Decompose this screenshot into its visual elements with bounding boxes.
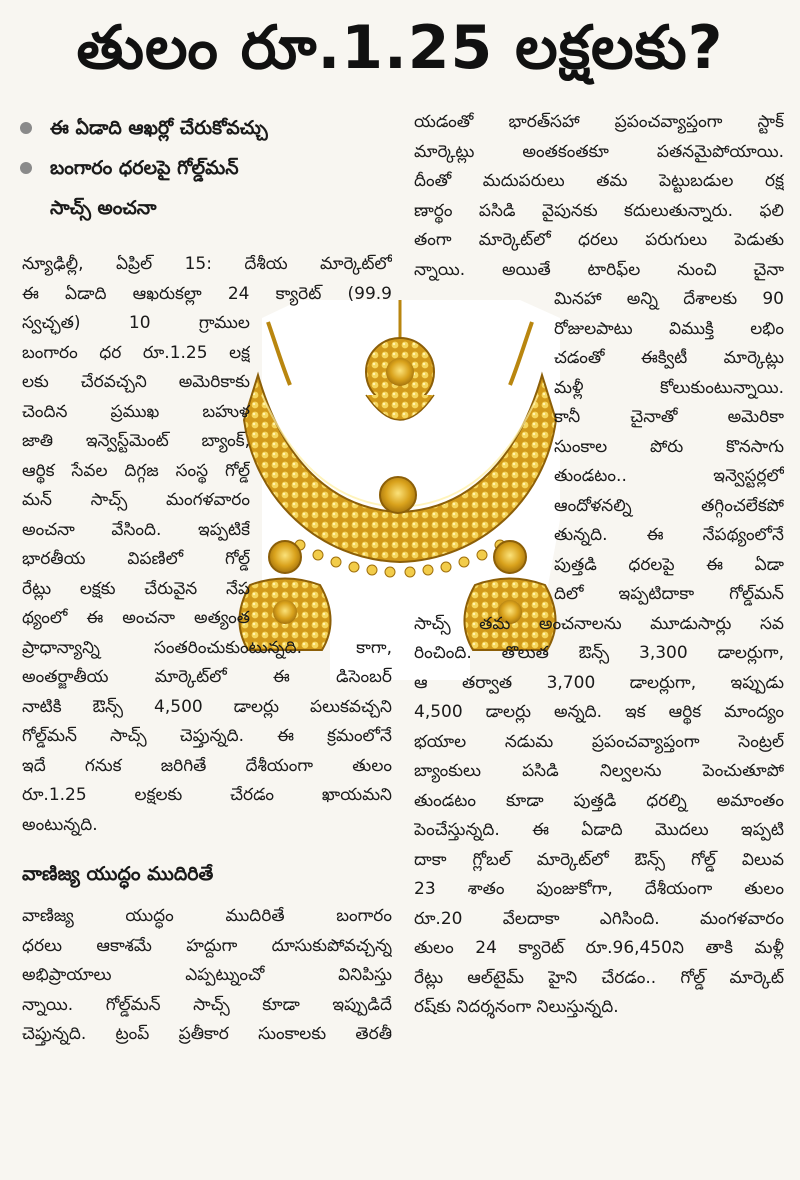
text-line: మన్ సాచ్స్ మంగళవారం: [22, 490, 250, 510]
text-line: న్యూఢిల్లీ, ఏప్రిల్ 15: దేశీయ మార్కెట్‌లో: [22, 254, 392, 274]
text-line: రించింది. తొలుత ఔన్స్ 3,300 డాలర్లుగా,: [414, 643, 784, 663]
text-line: న్నాయి. అయితే టారిఫ్‌ల నుంచి చైనా: [414, 259, 784, 280]
text-line: ణార్థం పసిడి వైపునకు కదులుతున్నారు. ఫలి: [414, 200, 784, 221]
text-line: ధరలు ఆకాశమే హద్దుగా దూసుకుపోవచ్చన్న: [22, 935, 392, 956]
text-line: థ్యంలో ఈ అంచనా అత్యంత: [22, 608, 250, 628]
text-line: రూ.1.25 లక్షలకు చేరడం ఖాయమని: [22, 785, 392, 805]
headline: తులం రూ.1.25 లక్షలకు?: [76, 13, 724, 83]
text-line: భయాల నడుమ ప్రపంచవ్యాప్తంగా సెంట్రల్: [414, 731, 784, 752]
text-line: అంచనా వేసింది. ఇప్పటికే: [22, 519, 250, 540]
text-line: తులం 24 క్యారెట్ రూ.96,450ని తాకి మళ్లీ: [414, 938, 784, 958]
text-line: అంతర్జాతీయ మార్కెట్‌లో ఈ డిసెంబర్: [22, 667, 392, 687]
bullet-text: ఈ ఏడాది ఆఖర్లో చేరుకోవచ్చు: [50, 117, 268, 139]
text-line: వాణిజ్య యుద్ధం ముదిరితే బంగారం: [22, 906, 392, 926]
text-line: గోల్డ్‌మన్ సాచ్స్ చెప్తున్నది. ఈ క్రమంలోనే: [22, 726, 392, 746]
text-line: తంగా మార్కెట్‌లో ధరలు పరుగులు పెడుతు: [414, 230, 784, 250]
text-line: తుండటం.. ఇన్వెస్టర్లలో: [554, 466, 784, 486]
bullet-text-continuation: సాచ్స్ అంచనా: [50, 197, 157, 219]
text-line: తుండటం కూడా పుత్తడి ధరల్ని అమాంతం: [414, 790, 784, 811]
text-line: 4,500 డాలర్లు అన్నది. ఇక ఆర్థిక మాంద్యం: [414, 702, 784, 722]
text-line: ఆ తర్వాత 3,700 డాలర్లుగా, ఇప్పుడు: [414, 672, 784, 693]
text-line: మార్కెట్లు అంతకంతకూ పతనమైపోయాయి.: [414, 141, 784, 162]
text-line: ప్రాధాన్యాన్ని సంతరించుకుంటున్నది. కాగా,: [22, 637, 392, 658]
subheading: వాణిజ్య యుద్ధం ముదిరితే: [22, 863, 214, 885]
text-line: ఆర్థిక సేవల దిగ్గజ సంస్థ గోల్డ్: [22, 460, 250, 481]
text-line: రేట్లు లక్షకు చేరువైన నేప: [22, 578, 250, 599]
text-line: నాటికి ఔన్స్ 4,500 డాలర్లు పలుకవచ్చని: [22, 696, 392, 717]
text-line: అభిప్రాయాలు ఎప్పట్నుంచో వినిపిస్తు: [22, 965, 392, 985]
text-line: లకు చేరవచ్చని అమెరికాకు: [22, 372, 250, 392]
text-line: చెందిన ప్రముఖ బహుళ: [22, 401, 250, 422]
text-line: చడంతో ఈక్విటీ మార్కెట్లు: [554, 348, 784, 368]
text-line: చెప్తున్నది. ట్రంప్ ప్రతీకార సుంకాలకు తెరతీ: [22, 1024, 392, 1044]
text-line: పెంచేస్తున్నది. ఈ ఏడాది మొదలు ఇప్పటి: [414, 820, 784, 840]
text-line: పుత్తడి ధరలపై ఈ ఏడా: [554, 554, 784, 575]
text-line: స్వచ్ఛత) 10 గ్రాముల: [22, 313, 250, 333]
bullet-text: బంగారం ధరలపై గోల్డ్‌మన్: [50, 157, 239, 179]
text-line: ఇదే గనుక జరిగితే దేశీయంగా తులం: [22, 755, 392, 776]
text-line: ఆందోళనల్ని తగ్గించలేకపో: [554, 495, 784, 516]
text-line: యడంతో భారత్‌సహా ప్రపంచవ్యాప్తంగా స్టాక్: [414, 112, 784, 132]
text-line: న్నాయి. గోల్డ్‌మన్ సాచ్స్ కూడా ఇప్పుడిదే: [22, 994, 392, 1015]
text-line: దీంతో మదుపరులు తమ పెట్టుబడుల రక్ష: [414, 171, 784, 191]
text-line: సుంకాల పోరు కొనసాగు: [554, 436, 784, 457]
text-line: దాకా గ్లోబల్ మార్కెట్‌లో ఔన్స్ గోల్డ్ విలువ: [414, 849, 784, 870]
article-right-column: [414, 108, 784, 1023]
text-line: ఈ ఏడాది ఆఖరుకల్లా 24 క్యారెట్ (99.9: [22, 283, 392, 304]
text-line: బ్యాంకులు పసిడి నిల్వలను పెంచుతూపో: [414, 761, 784, 781]
text-line: భారతీయ విపణిలో గోల్డ్: [22, 549, 250, 569]
text-line: అంటున్నది.: [22, 814, 98, 835]
text-line: మినహా అన్ని దేశాలకు 90: [554, 289, 784, 309]
text-line: కానీ చైనాతో అమెరికా: [554, 407, 784, 427]
text-line: దిలో ఇప్పటిదాకా గోల్డ్‌మన్: [554, 584, 784, 604]
text-line: జాతి ఇన్వెస్ట్‌మెంట్ బ్యాంక్,: [22, 431, 250, 451]
text-line: సాచ్స్ తమ అంచనాలను మూడుసార్లు సవ: [414, 613, 784, 634]
text-line: బంగారం ధర రూ.1.25 లక్ష: [22, 342, 250, 363]
article-left-column: [22, 250, 392, 1050]
text-line: మళ్లీ కోలుకుంటున్నాయి.: [554, 377, 784, 398]
text-line: రేట్లు ఆల్‌టైమ్ హైని చేరడం.. గోల్డ్ మార్కెట్: [414, 967, 784, 988]
text-line: రూ.20 వేలదాకా ఎగిసింది. మంగళవారం: [414, 908, 784, 929]
text-line: రోజులపాటు విముక్తి లభిం: [554, 318, 784, 339]
text-line: తున్నది. ఈ నేపథ్యంలోనే: [554, 525, 784, 545]
text-line: 23 శాతం పుంజుకోగా, దేశీయంగా తులం: [414, 879, 784, 899]
text-line: రష్‌కు నిదర్శనంగా నిలుస్తున్నది.: [414, 997, 619, 1017]
